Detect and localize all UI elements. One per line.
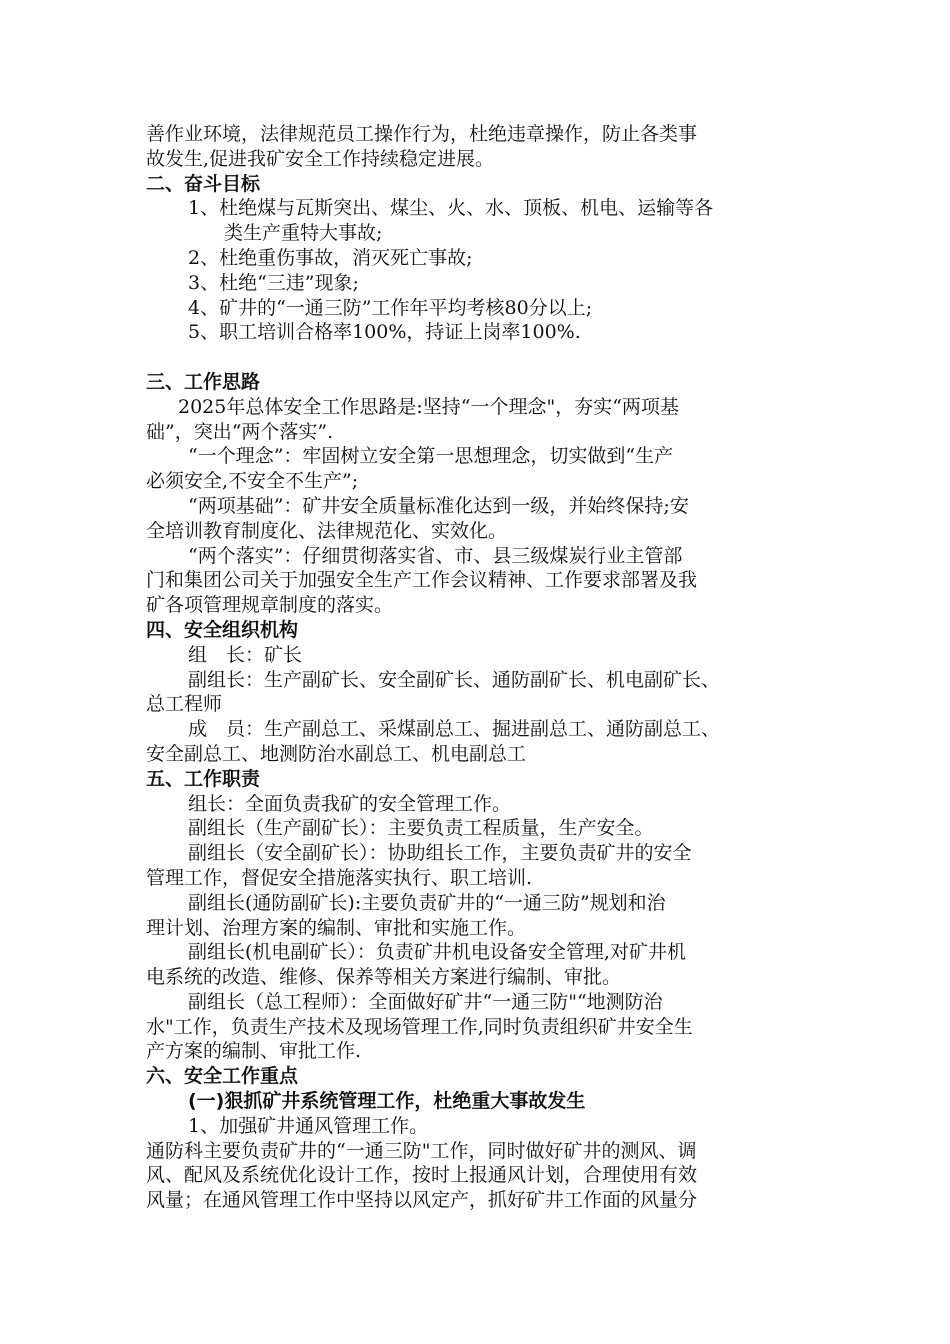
document-page xyxy=(146,122,826,1213)
goal-item: 2、杜绝重伤事故，消灭死亡事故; xyxy=(188,246,473,269)
duty-line: 水"工作，负责生产技术及现场管理工作,同时负责组织矿井安全生 xyxy=(146,1015,693,1038)
section-heading-organization: 四、安全组织机构 xyxy=(146,618,299,641)
paragraph-line: “两个落实”：仔细贯彻落实省、市、县三级煤炭行业主管部 xyxy=(188,544,683,567)
key-point-line: 风、配风及系统优化设计工作，按时上报通风计划，合理使用有效 xyxy=(146,1164,698,1187)
paragraph-line: “一个理念”：牢固树立安全第一思想理念，切实做到“生产 xyxy=(188,445,674,468)
key-point-line: 1、加强矿井通风管理工作。 xyxy=(188,1114,429,1137)
section-heading-duties: 五、工作职责 xyxy=(146,767,261,790)
goal-item: 1、杜绝煤与瓦斯突出、煤尘、火、水、顶板、机电、运输等各 xyxy=(188,197,714,220)
org-line: 副组长：生产副矿长、安全副矿长、通防副矿长、机电副矿长、 xyxy=(188,668,721,691)
org-line: 安全副总工、地测防治水副总工、机电副总工 xyxy=(146,742,527,765)
duty-line: 副组长（生产副矿长）：主要负责工程质量，生产安全。 xyxy=(188,817,654,840)
duty-line: 电系统的改造、维修、保养等相关方案进行编制、审批。 xyxy=(146,966,622,989)
paragraph-line: “两项基础”：矿井安全质量标准化达到一级，并始终保持;安 xyxy=(188,494,689,517)
paragraph-line: 础”，突出“两个落实”. xyxy=(146,420,334,443)
intro-line: 善作业环境，法律规范员工操作行为，杜绝违章操作，防止各类事 xyxy=(146,123,698,145)
intro-line: 故发生,促进我矿安全工作持续稳定进展。 xyxy=(146,147,495,170)
org-line: 组 长：矿长 xyxy=(188,643,303,666)
section-heading-key-points: 六、安全工作重点 xyxy=(146,1065,299,1088)
goal-item: 5、职工培训合格率100%，持证上岗率100%. xyxy=(188,321,581,344)
duty-line: 理计划、治理方案的编制、审批和实施工作。 xyxy=(146,916,527,939)
goal-item: 4、矿井的“一通三防”工作年平均考核80分以上; xyxy=(188,296,593,319)
goal-item-continued: 类生产重特大事故; xyxy=(224,222,383,245)
blank-line xyxy=(146,345,826,370)
duty-line: 管理工作，督促安全措施落实执行、职工培训. xyxy=(146,866,533,889)
section-heading-approach: 三、工作思路 xyxy=(146,370,261,393)
section-heading-goals: 二、奋斗目标 xyxy=(146,172,261,195)
key-point-line: 风量；在通风管理工作中坚持以风定产，抓好矿井工作面的风量分 xyxy=(146,1189,698,1212)
org-line: 成 员：生产副总工、采煤副总工、掘进副总工、通防副总工、 xyxy=(188,718,721,741)
key-point-line: 通防科主要负责矿井的“一通三防"工作，同时做好矿井的测风、调 xyxy=(146,1139,697,1162)
paragraph-line: 门和集团公司关于加强安全生产工作会议精神、工作要求部署及我 xyxy=(146,569,698,592)
org-line: 总工程师 xyxy=(146,693,223,716)
paragraph-line: 全培训教育制度化、法律规范化、实效化。 xyxy=(146,519,508,542)
sub-heading: (一)狠抓矿井系统管理工作，杜绝重大事故发生 xyxy=(188,1090,586,1113)
duty-line: 组长：全面负责我矿的安全管理工作。 xyxy=(188,792,512,815)
duty-line: 副组长（总工程师）：全面做好矿井“一通三防"“地测防治 xyxy=(188,990,663,1013)
duty-line: 副组长(机电副矿长）：负责矿井机电设备安全管理,对矿井机 xyxy=(188,941,686,964)
goal-item: 3、杜绝“三违”现象; xyxy=(188,271,359,294)
paragraph-line: 2025年总体安全工作思路是:坚持“一个理念"，夯实“两项基 xyxy=(178,395,679,418)
paragraph-line: 必须安全,不安全不生产”; xyxy=(146,470,359,493)
duty-line: 产方案的编制、审批工作. xyxy=(146,1040,362,1063)
paragraph-line: 矿各项管理规章制度的落实。 xyxy=(146,594,394,617)
duty-line: 副组长(通防副矿长):主要负责矿井的“一通三防”规划和治 xyxy=(188,891,666,914)
duty-line: 副组长（安全副矿长）：协助组长工作，主要负责矿井的安全 xyxy=(188,842,692,865)
